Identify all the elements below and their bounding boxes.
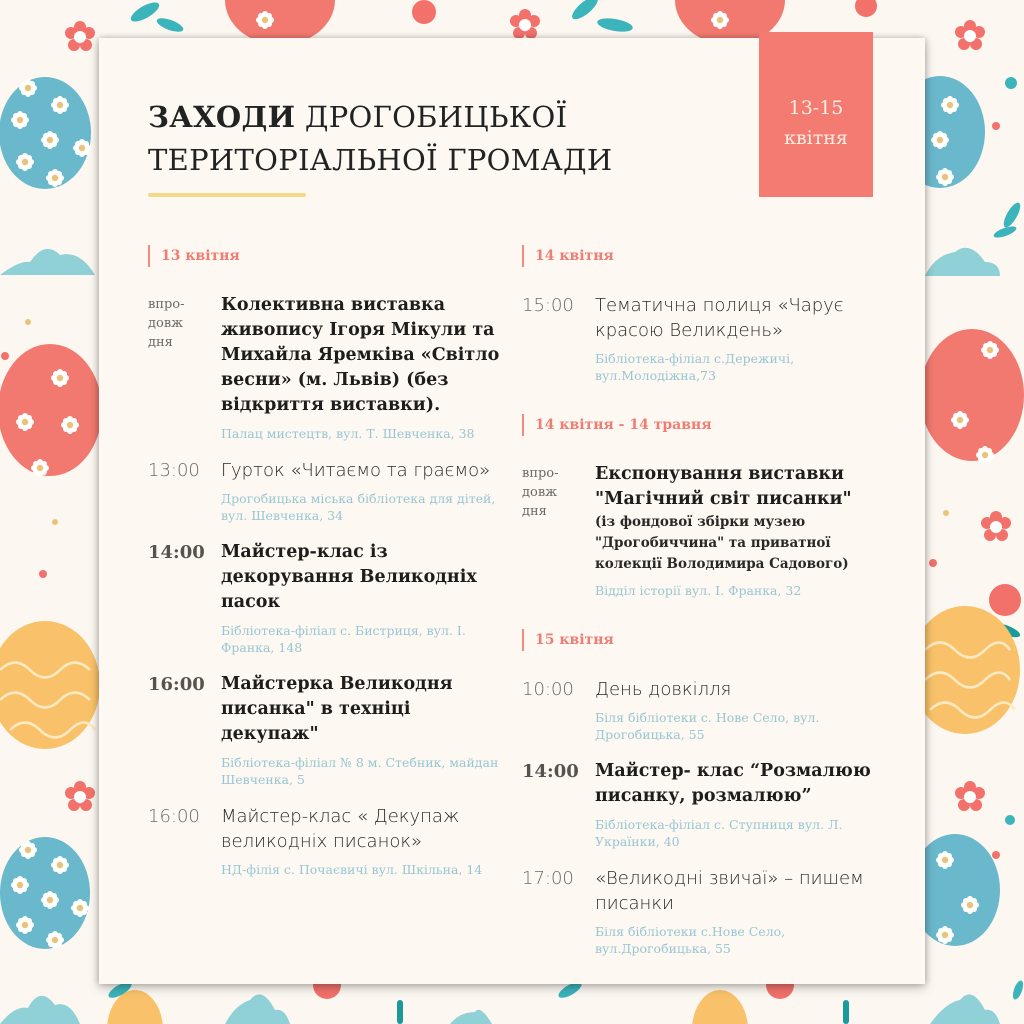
event-time: 13:00 [148,460,200,481]
event-title: Майстер-клас із декорування Великодніх пасок [221,542,477,612]
day-header: 15 квітня [522,629,882,651]
event-location: НД-філія с. Почаєвичі вул. Шкільна, 14 [221,862,483,877]
event-time: 14:00 [148,542,205,563]
event-subtitle: (із фондової збірки музею "Дрогобиччина" та приватної колекції Володимира Садового) [595,514,849,572]
event-location: Дрогобицька міська бібліотека для дітей, вул. Шевченка, 34 [221,491,496,523]
event-item [522,677,882,743]
title-bold: ЗАХОДИ [148,100,296,134]
event-time: 10:00 [522,679,574,700]
event-location: Біля бібліотеки с. Нове Село, вул. Дрогобицька, 55 [595,710,820,742]
event-location: Палац мистецтв, вул. Т. Шевченка, 38 [221,426,475,441]
day-header: 13 квітня [148,245,508,267]
tulip-icon [412,0,877,24]
title-line2: ТЕРИТОРІАЛЬНОЇ ГРОМАДИ [148,143,613,177]
leaf-branch-icon [128,0,634,34]
date-range: 13-15 [788,96,844,119]
title-rest: ДРОГОБИЦЬКОЇ [295,100,568,134]
event-item [148,672,508,788]
event-item [148,540,508,656]
event-item [148,804,508,878]
event-location: Відділ історії вул. І. Франка, 32 [595,583,802,598]
left-column [148,245,508,894]
day-header: 14 квітня [522,245,882,267]
date-badge [759,32,873,197]
event-time: 15:00 [522,295,574,316]
day-header: 14 квітня - 14 травня [522,414,882,436]
event-item [148,293,508,442]
event-title: Експонування виставки "Магічний світ писанки" [595,464,852,509]
event-location: Біля бібліотеки с.Нове Село, вул.Дрогобицька, 55 [595,924,786,956]
easter-egg-icon [0,77,91,189]
event-location: Бібліотека-філіал с. Ступниця вул. Л. Українки, 40 [595,817,843,849]
event-time: впро- довж дня [148,297,185,350]
events-card [99,38,925,984]
event-time: впро- довж дня [522,466,559,519]
event-item [522,866,882,957]
event-item [522,293,882,384]
event-title: Майстер-клас « Декупаж великодніх писанок» [221,806,460,852]
event-title: Тематична полиця «Чарує красою Великдень» [595,295,844,341]
event-location: Бібліотека-філіал с. Бистриця, вул. І. Франка, 148 [221,623,466,655]
event-title: Гурток «Читаємо та граємо» [221,460,491,481]
event-time: 14:00 [522,761,579,782]
title-underline [148,193,306,197]
event-time: 16:00 [148,806,200,827]
event-item [522,759,882,850]
date-month: квітня [784,126,848,149]
page-title [148,96,668,182]
event-title: День довкілля [595,679,732,700]
event-location: Бібліотека-філіал № 8 м. Стебник, майдан Шевченка, 5 [221,755,499,787]
event-title: Майстер- клас “Розмалюю писанку, розмалюю” [595,761,871,806]
event-title: Майстерка Великодня писанка" в техніці декупаж" [221,674,453,744]
right-column [522,245,882,973]
event-title: «Великодні звичаї» – пишем писанки [595,868,864,914]
event-item [522,462,882,599]
event-time: 16:00 [148,674,205,695]
event-time: 17:00 [522,868,574,889]
event-title: Колективна виставка живопису Ігоря Мікули та Михайла Яремківа «Світло весни» (м. Львів) (без відкриття виставки). [221,295,500,415]
event-item [148,458,508,524]
event-location: Бібліотека-філіал с.Дережичі, вул.Молодіжна,73 [595,351,795,383]
